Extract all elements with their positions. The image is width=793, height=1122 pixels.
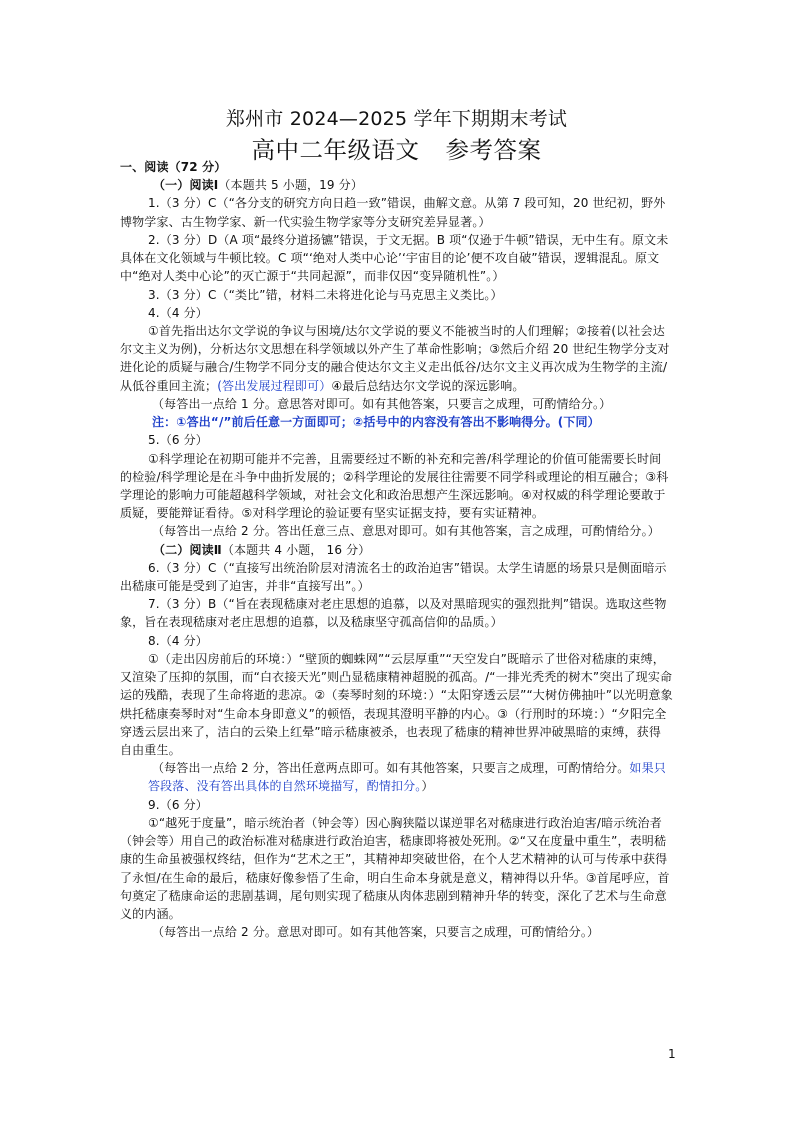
- answer-q6: 6.（3 分）C（“直接写出统治阶层对清流名士的政治迫害”错误。太学生请愿的场景只是侧面暗示出嵇康可能是受到了迫害，并非“直接写出”。）: [120, 560, 667, 594]
- answer-q4-score: （每答出一点给 1 分。意思答对即可。如有其他答案，只要言之成理，可酌情给分。）: [152, 396, 612, 411]
- answer-q9-body: ①“越死于度量”，暗示统治者（钟会等）因心胸狭隘以谋逆罪名对嵇康进行政治迫害/暗示统治者（钟会等）用自己的政治标准对嵇康进行政治迫害，嵇康即将被处死刑。②“又在度量中重生”，表明嵇康的生命虽被强权终结，但作为“艺术之王”，其精神却突破世俗，在个人艺术精神的认可与传承中获得了永恒/在生命的最后，嵇康好像参悟了生命，明白生命本身就是意义，精神得以升华。③首尾呼应，首句奠定了嵇康命运的悲剧基调，尾句则实现了嵇康从肉体悲剧到精神升华的转变，深化了艺术与生命意义的内涵。: [120, 815, 670, 921]
- answer-q4-head: 4.（4 分）: [148, 305, 208, 320]
- answer-q9-head: 9.（6 分）: [148, 797, 208, 812]
- reading1-heading: （一）阅读Ⅰ（本题共 5 小题，19 分）: [153, 178, 363, 193]
- answer-q8-body: ①（走出囚房前后的环境：）“壁顶的蜘蛛网”“云层厚重”“天空发白”既暗示了世俗对嵇康的束缚，又渲染了压抑的氛围，而“白衣接天光”则凸显嵇康精神超脱的孤高。/“一排光秃秃的树木”突出了现实命运的残酷，表现了生命将逝的悲凉。②（奏琴时刻的环境：）“太阳穿透云层”“大树仿佛抽叶”以光明意象烘托嵇康奏琴时对“生命本身即意义”的顿悟，表现其澄明平静的内心。③（行刑时的环境：）“夕阳完全穿透云层出来了，洁白的云染上红晕”暗示嵇康被杀，也表现了嵇康的精神世界冲破黑暗的束缚，获得自由重生。: [120, 651, 673, 757]
- q4-blue-note: (答出发展过程即可）: [217, 378, 332, 393]
- section-heading: 一、阅读（72 分）: [120, 160, 227, 174]
- reading1-note: （本题共 5 小题，19 分）: [218, 178, 363, 193]
- answer-q8-head: 8.（4 分）: [148, 633, 208, 648]
- q8-blue-note: 如果只答段落、没有答出具体的自然环境描写，酌情扣分。: [148, 761, 666, 794]
- answer-q5-score: （每答出一点给 2 分。答出任意三点、意思对即可。如有其他答案，言之成理，可酌情给分。）: [152, 524, 660, 539]
- reading2-heading: （二）阅读Ⅱ（本题共 4 小题， 16 分）: [153, 542, 371, 557]
- exam-title: 郑州市 2024—2025 学年下期期末考试: [225, 108, 568, 130]
- answer-q5-body: ①科学理论在初期可能并不完善，且需要经过不断的补充和完善/科学理论的价值可能需要长时间的检验/科学理论是在斗争中曲折发展的；②科学理论的发展往往需要不同学科或理论的相互融合；③科学理论的影响力可能超越科学领域，对社会文化和政治思想产生深远影响。④对权威的科学理论要敢于质疑，要能辩证看待。⑤对科学理论的验证要有坚实证据支持，要有实证精神。: [120, 451, 669, 521]
- answer-content: [120, 158, 673, 941]
- answer-q4-note: 注：①答出“/”前后任意一方面即可；②括号中的内容没有答出不影响得分。(下同）: [152, 415, 600, 430]
- subtitle-answer: 参考答案: [445, 136, 542, 164]
- reading2-note: （本题共 4 小题， 16 分）: [221, 542, 371, 557]
- answer-q4-body: ①首先指出达尔文学说的争议与困境/达尔文学说的要义不能被当时的人们理解；②接着(以社会达尔文主义为例)，分析达尔文思想在科学领域以外产生了革命性影响；③然后介绍 20 世纪生物学分支对进化论的质疑与融合/生物学不同分支的融合使达尔文主义走出低谷/达尔文主义再次成为生物学的主流/从低谷重回主流；(答出发展过程即可）④最后总结达尔文学说的深远影响。: [120, 323, 670, 393]
- answer-q3: 3.（3 分）C（“类比”错，材料二未将进化论与马克思主义类比。）: [148, 287, 503, 302]
- page-number: 1: [668, 1047, 676, 1061]
- answer-q9-score: （每答出一点给 2 分。意思对即可。如有其他答案，只要言之成理，可酌情给分。）: [152, 925, 600, 940]
- answer-q2: 2.（3 分）D（A 项“最终分道扬镳”错误，于文无据。B 项“仅逊于牛顿”错误，无中生有。原文未具体在文化领域与牛顿比较。C 项“‘绝对人类中心论’‘宇宙目的论’便不攻自破”错误，逻辑混乱。原文中“绝对人类中心论”的灭亡源于“共同起源”，而非仅因“变异随机性”。）: [120, 232, 669, 284]
- answer-q1: 1.（3 分）C（“各分支的研究方向日趋一致”错误，曲解文意。从第 7 段可知，20 世纪初，野外博物学家、古生物学家、新一代实验生物学家等分支研究差异显著。）: [120, 196, 666, 229]
- answer-q8-score: （每答出一点给 2 分，答出任意两点即可。如有其他答案，只要言之成理，可酌情给分。如果只答段落、没有答出具体的自然环境描写，酌情扣分。）: [148, 761, 666, 794]
- subtitle-grade: 高中二年级语文: [251, 136, 420, 164]
- answer-q7: 7.（3 分）B（“旨在表现嵇康对老庄思想的追慕，以及对黑暗现实的强烈批判”错误。选取这些物象，旨在表现嵇康对老庄思想的追慕，以及嵇康坚守孤高信仰的品质。）: [120, 597, 667, 630]
- answer-q5-head: 5.（6 分）: [148, 433, 208, 448]
